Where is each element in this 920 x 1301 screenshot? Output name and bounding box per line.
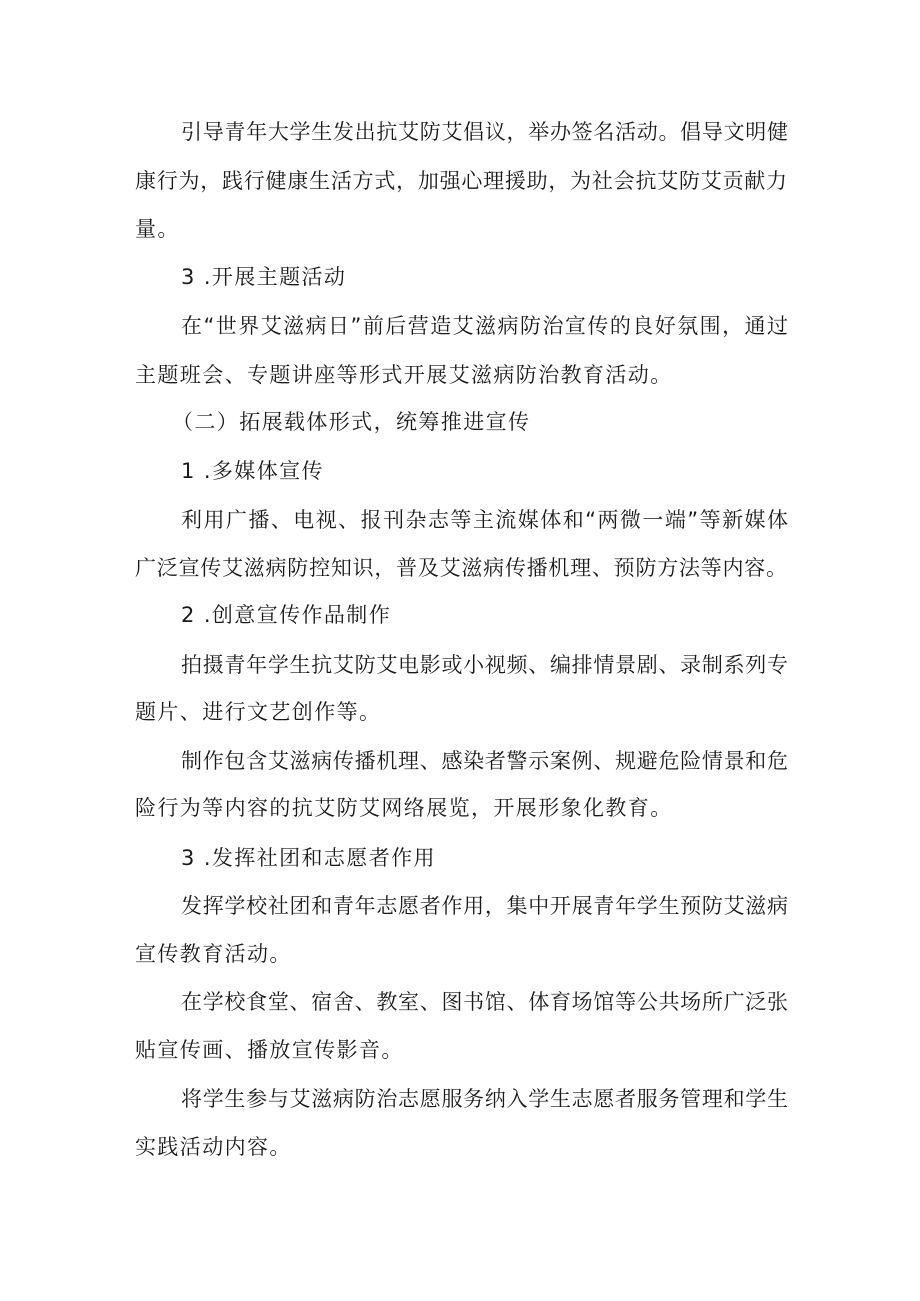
paragraph-line: 题片、进行文艺创作等。 xyxy=(135,700,382,724)
paragraph-line: 在学校食堂、宿舍、教室、图书馆、体育场馆等公共场所广泛张 xyxy=(181,990,788,1014)
paragraph-line: 主题班会、专题讲座等形式开展艾滋病防治教育活动。 xyxy=(135,363,673,387)
paragraph-line: 在“世界艾滋病日”前后营造艾滋病防治宣传的良好氛围，通过 xyxy=(181,314,788,338)
paragraph-line: 量。 xyxy=(135,217,180,241)
paragraph-line: 险行为等内容的抗艾防艾网络展览，开展形象化教育。 xyxy=(135,796,673,820)
section-heading: 2 .创意宣传作品制作 xyxy=(181,603,392,627)
paragraph-line: 广泛宣传艾滋病防控知识，普及艾滋病传播机理、预防方法等内容。 xyxy=(135,556,787,580)
paragraph-line: 制作包含艾滋病传播机理、感染者警示案例、规避危险情景和危 xyxy=(181,749,788,773)
paragraph-line: 宣传教育活动。 xyxy=(135,942,292,966)
paragraph-line: 利用广播、电视、报刊杂志等主流媒体和“两微一端”等新媒体 xyxy=(181,508,788,532)
paragraph-line: 将学生参与艾滋病防治志愿服务纳入学生志愿者服务管理和学生 xyxy=(181,1087,788,1111)
paragraph-line: 实践活动内容。 xyxy=(135,1135,292,1159)
subsection-title: （二）拓展载体形式，统筹推进宣传 xyxy=(172,410,531,434)
paragraph-line: 发挥学校社团和青年志愿者作用，集中开展青年学生预防艾滋病 xyxy=(181,894,788,918)
section-heading: 1 .多媒体宣传 xyxy=(181,459,324,483)
paragraph-line: 康行为，践行健康生活方式，加强心理援助，为社会抗艾防艾贡献力 xyxy=(135,169,787,193)
paragraph-line: 拍摄青年学生抗艾防艾电影或小视频、编排情景剧、录制系列专 xyxy=(181,653,788,677)
paragraph-line: 贴宣传画、播放宣传影音。 xyxy=(135,1038,404,1062)
paragraph-line: 引导青年大学生发出抗艾防艾倡议，举办签名活动。倡导文明健 xyxy=(181,120,788,144)
section-heading: 3 .发挥社团和志愿者作用 xyxy=(181,846,436,870)
section-heading: 3 .开展主题活动 xyxy=(181,265,347,289)
